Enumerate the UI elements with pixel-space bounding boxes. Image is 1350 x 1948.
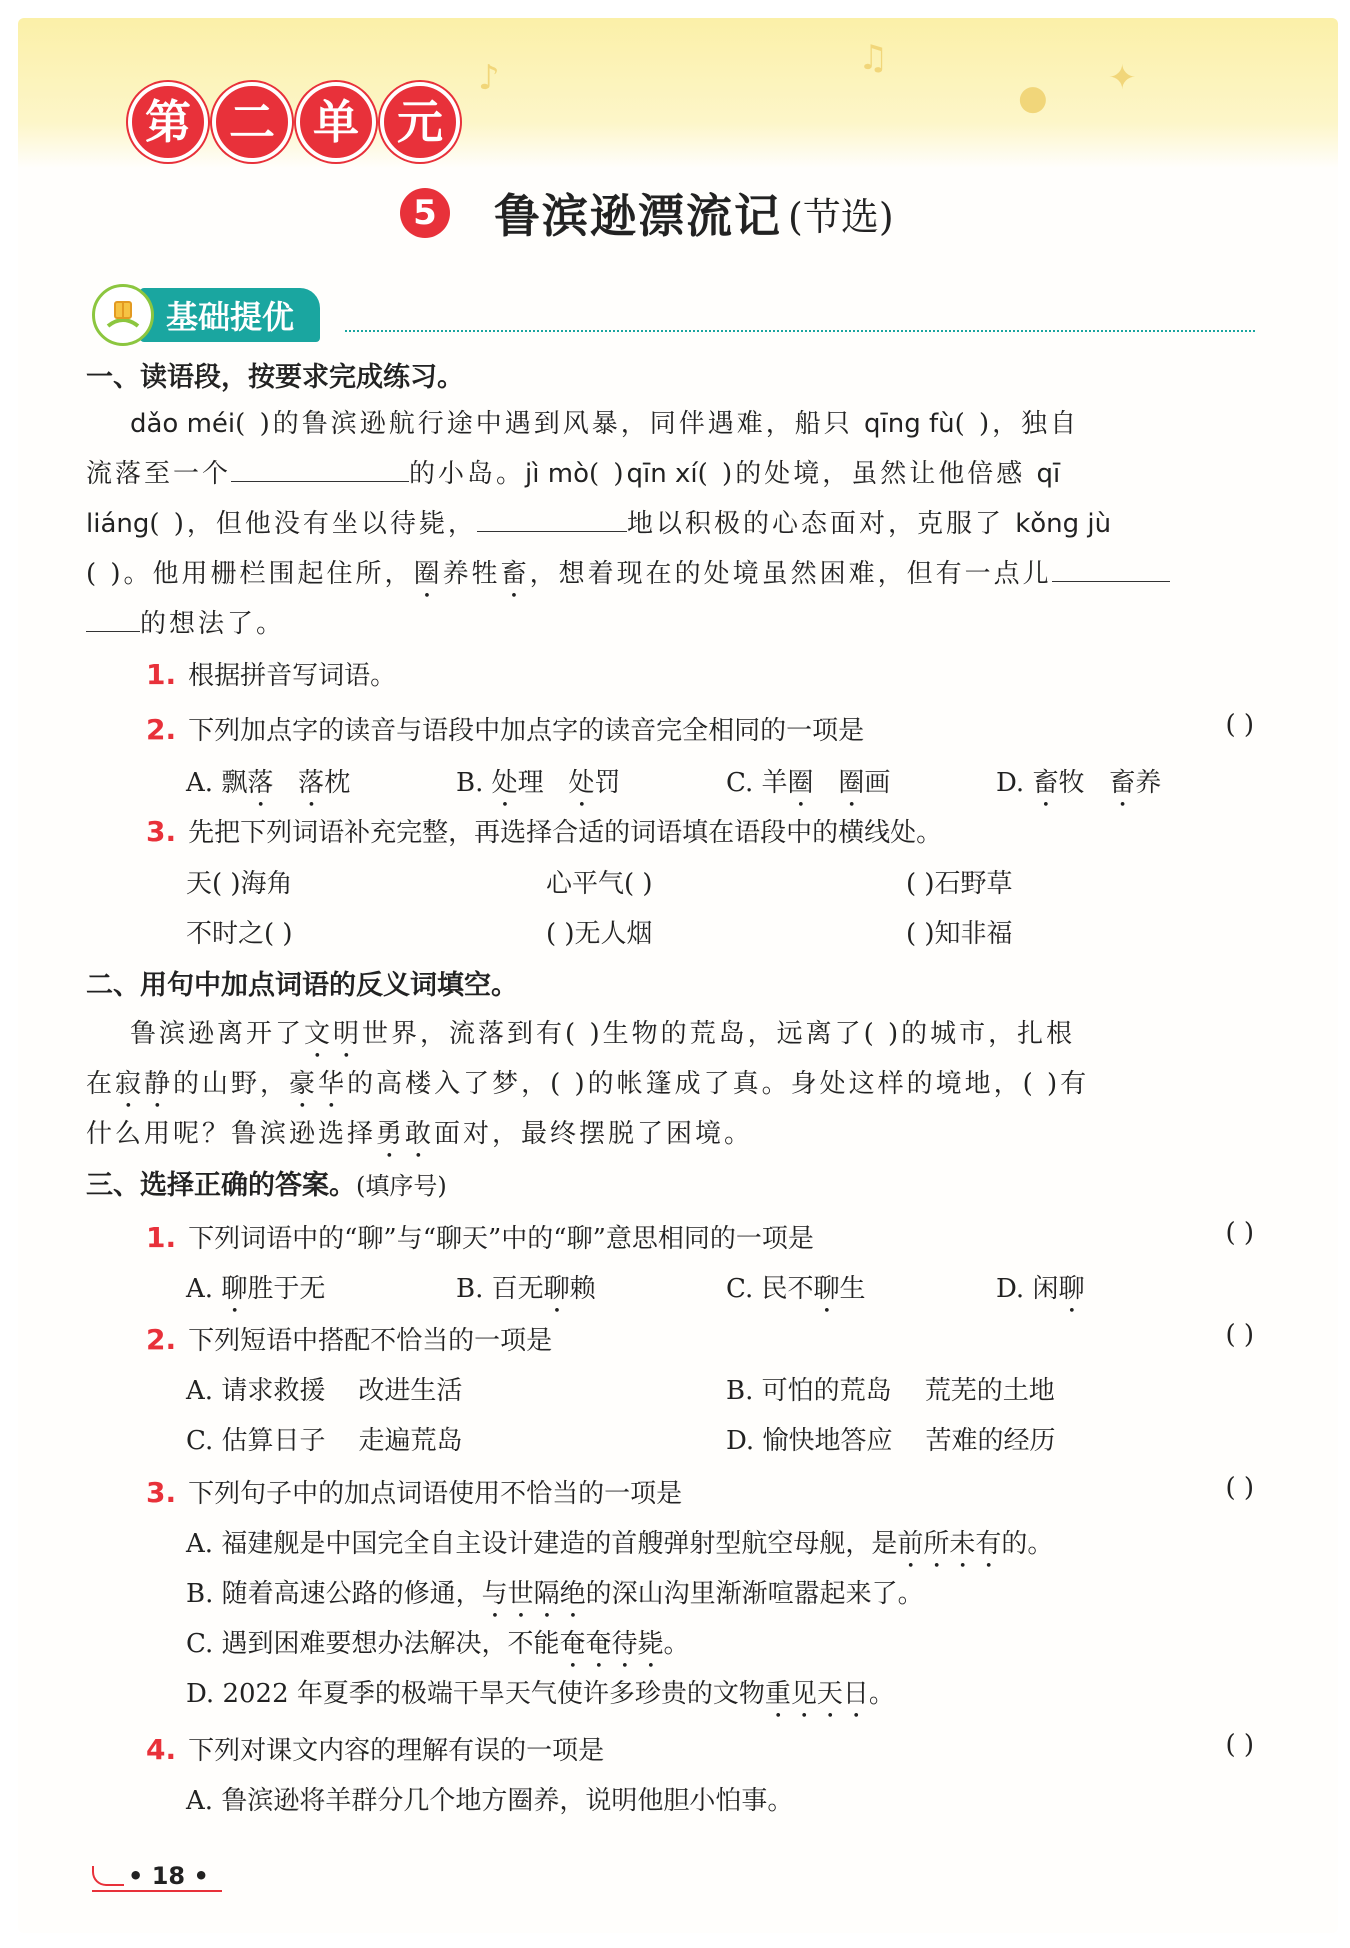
option-text: 随着高速公路的修通， [221,1579,482,1609]
passage-line-5 [86,603,285,640]
idiom-item[interactable]: ( )知非福 [906,919,1013,949]
dotted-word: 豪华 [289,1069,348,1099]
option-char: 飘 [221,768,248,798]
option-a[interactable] [186,1268,325,1319]
idiom-item[interactable]: 天( )海角 [186,869,293,899]
footer-underline [92,1890,222,1892]
passage-text: 面对，最终摆脱了困境。 [434,1119,754,1149]
idiom-item[interactable]: ( )石野草 [906,869,1013,899]
lesson-number-badge: 5 [400,188,450,238]
dotted-word: 与世隔绝 [481,1579,586,1609]
option-letter: B. [456,1274,484,1304]
option-letter: B. [726,1376,754,1406]
dotted-char: 聊 [221,1274,248,1304]
dotted-char: 圈 [787,768,814,798]
dotted-char: 畜 [500,559,530,589]
option-char: 养 [1135,768,1162,798]
option-letter: B. [456,768,484,798]
option-a[interactable] [186,762,350,813]
option-d[interactable] [186,1673,895,1724]
passage-text: ( )的处境，虽然让他倍感 [697,459,1037,489]
section-tag [92,284,320,346]
dotted-word: 勇敢 [376,1119,435,1149]
question-3 [146,812,942,849]
part2-heading: 二、用句中加点词语的反义词填空。 [86,970,518,1001]
part2-line-3 [86,1113,753,1164]
question-text: 下列对课文内容的理解有误的一项是 [188,1736,605,1766]
pinyin: dǎo méi [130,409,236,439]
passage-line-3 [86,503,1111,540]
passage-text: 什么用呢？鲁滨逊选择 [86,1119,377,1149]
dotted-word: 文明 [304,1019,363,1049]
option-text: 胜于无 [247,1274,326,1304]
option-char: 画 [864,768,891,798]
passage-text: 的想法了。 [140,609,286,639]
option-a[interactable] [186,1523,1053,1574]
pinyin: qī [1036,459,1061,489]
part3-question-1 [146,1218,1254,1255]
unit-char: 元 [380,82,460,162]
option-letter: A. [186,768,214,798]
part3-question-4 [146,1730,1254,1767]
option-text: 。 [868,1679,895,1709]
option-text: 的。 [1001,1529,1054,1559]
option-b[interactable] [726,1370,1055,1407]
dotted-char: 落 [247,768,274,798]
option-letter: D. [726,1426,755,1456]
option-letter: A. [186,1529,214,1559]
answer-bracket[interactable]: ( ) [1225,1218,1254,1248]
passage-line-2 [86,453,1060,490]
option-text: 2022 年夏季的极端干旱天气使许多珍贵的文物 [222,1679,765,1709]
fill-blank[interactable] [86,609,140,632]
dotted-char: 畜 [1109,768,1136,798]
question-number: 3. [146,815,177,848]
passage-text: 在 [86,1069,116,1099]
option-d[interactable] [726,1420,1056,1457]
passage-line-4 [86,553,1170,604]
dot-decoration: ● [1018,78,1048,118]
dotted-char: 处 [491,768,518,798]
unit-char: 单 [296,82,376,162]
passage-line-1 [130,403,1079,440]
part3-heading-row [86,1163,447,1202]
footer-curve-decoration [92,1866,124,1886]
lesson-title: 鲁滨逊漂流记 [494,189,782,243]
option-letter: A. [186,1786,214,1816]
section-divider [345,330,1255,332]
star-decoration: ✦ [1108,58,1137,98]
option-text: 赖 [569,1274,596,1304]
answer-bracket[interactable]: ( ) [1225,1730,1254,1760]
question-text: 根据拼音写词语。 [188,661,397,691]
question-number: 3. [146,1476,177,1509]
question-text: 先把下列词语补充完整，再选择合适的词语填在语段中的横线处。 [188,818,943,848]
option-text: 民不 [761,1274,814,1304]
option-char: 罚 [594,768,621,798]
pinyin: liáng [86,509,150,539]
pinyin: qīng fù [863,409,955,439]
option-b[interactable] [456,1268,596,1319]
option-d[interactable] [996,1268,1084,1319]
question-number: 2. [146,713,177,746]
option-letter: C. [726,1274,754,1304]
section-tag-label: 基础提优 [140,288,320,342]
passage-text: ，想着现在的处境虽然困难，但有一点儿 [529,559,1052,589]
dotted-word: 重见天日 [764,1679,869,1709]
fill-blank[interactable] [1052,559,1170,582]
option-c[interactable] [186,1623,690,1674]
part3-question-2 [146,1320,1254,1357]
option-char: 牧 [1058,768,1085,798]
option-char: 羊 [761,768,788,798]
passage-text: 的山野， [173,1069,290,1099]
part3-question-3 [146,1473,1254,1510]
option-c[interactable] [726,762,890,813]
dotted-char: 畜 [1032,768,1059,798]
fill-blank[interactable] [477,509,627,532]
passage-text: ( ) [588,459,627,489]
option-letter: C. [186,1426,214,1456]
passage-text: 世界，流落到有( )生物的荒岛，远离了( )的城市，扎根 [362,1019,1076,1049]
passage-text: 流落至一个 [86,459,232,489]
unit-title [128,82,460,162]
option-b[interactable] [456,762,621,813]
part1-heading: 一、读语段，按要求完成练习。 [86,362,464,393]
passage-text: ( )的鲁滨逊航行途中遇到风暴，同伴遇难，船只 [235,409,864,439]
passage-text: 的小岛。 [409,459,526,489]
fill-blank[interactable] [231,459,409,482]
passage-text: ( )。他用栅栏围起住所， [86,559,414,589]
option-c[interactable] [186,1420,463,1457]
idiom-item[interactable]: 心平气( ) [546,869,653,899]
question-number: 4. [146,1733,177,1766]
passage-text: 养牲 [442,559,501,589]
question-number: 2. [146,1323,177,1356]
option-d[interactable] [996,762,1161,813]
part2-line-1 [130,1013,1075,1064]
option-text: 福建舰是中国完全自主设计建造的首艘弹射型航空母舰，是 [221,1529,898,1559]
option-text: 闲 [1032,1274,1059,1304]
passage-text: 地以积极的心态面对，克服了 [626,509,1016,539]
dotted-char: 聊 [543,1274,570,1304]
option-text: 的深山沟里渐渐喧嚣起来了。 [585,1579,924,1609]
option-text: 。 [663,1629,690,1659]
lesson-header [400,180,894,246]
page-number: • 18 • [128,1862,209,1890]
unit-char: 第 [128,82,208,162]
dotted-char: 处 [568,768,595,798]
question-1 [146,655,396,692]
option-letter: D. [996,768,1025,798]
question-text: 下列词语中的“聊”与“聊天”中的“聊”意思相同的一项是 [188,1224,814,1254]
dotted-char: 聊 [813,1274,840,1304]
part3-heading-note: (填序号) [356,1172,447,1200]
option-letter: A. [186,1376,214,1406]
option-letter: A. [186,1274,214,1304]
passage-text: 的高楼入了梦，( )的帐篷成了真。身处这样的境地，( )有 [347,1069,1090,1099]
answer-bracket[interactable]: ( ) [1225,1320,1254,1350]
option-letter: C. [186,1629,214,1659]
idiom-item[interactable]: 不时之( ) [186,919,293,949]
question-2 [146,710,1254,747]
question-number: 1. [146,658,177,691]
dotted-char: 落 [298,768,325,798]
pinyin: qīn xí [626,459,698,489]
pinyin: kǒng jù [1015,509,1112,539]
option-text: 生 [839,1274,866,1304]
dotted-word: 前所未有 [897,1529,1002,1559]
option-text: 鲁滨逊将羊群分几个地方圈养，说明他胆小怕事。 [221,1786,794,1816]
option-text: 愉快地答应 苦难的经历 [762,1426,1056,1456]
question-text: 下列短语中搭配不恰当的一项是 [188,1326,553,1356]
option-text: 百无 [491,1274,544,1304]
answer-bracket[interactable]: ( ) [1225,1473,1254,1503]
passage-text: ( )，独自 [954,409,1080,439]
dotted-word: 奄奄待毙 [559,1629,664,1659]
option-char: 理 [517,768,544,798]
option-a[interactable] [186,1780,793,1817]
option-char: 枕 [324,768,351,798]
option-b[interactable] [186,1573,924,1624]
dotted-char: 圈 [413,559,443,589]
book-leaf-icon [92,284,154,346]
part3-heading: 三、选择正确的答案。 [86,1170,356,1201]
option-text: 遇到困难要想办法解决，不能 [221,1629,560,1659]
option-a[interactable] [186,1370,462,1407]
pinyin: jì mò [525,459,589,489]
option-letter: D. [996,1274,1025,1304]
question-text: 下列加点字的读音与语段中加点字的读音完全相同的一项是 [188,716,865,746]
answer-bracket[interactable]: ( ) [1225,710,1254,740]
lesson-subtitle: (节选) [788,194,894,239]
idiom-item[interactable]: ( )无人烟 [546,919,653,949]
unit-char: 二 [212,82,292,162]
music-note-decoration: ♪ [478,58,500,98]
option-letter: C. [726,768,754,798]
option-text: 可怕的荒岛 荒芜的土地 [761,1376,1055,1406]
passage-text: 鲁滨逊离开了 [130,1019,305,1049]
part2-line-2 [86,1063,1089,1114]
dotted-word: 寂静 [115,1069,174,1099]
question-number: 1. [146,1221,177,1254]
note-decoration: ♫ [858,38,889,78]
dotted-char: 圈 [838,768,865,798]
dotted-char: 聊 [1058,1274,1085,1304]
passage-text: ( )，但他没有坐以待毙， [149,509,477,539]
page-footer [92,1862,209,1890]
question-text: 下列句子中的加点词语使用不恰当的一项是 [188,1479,683,1509]
option-c[interactable] [726,1268,866,1319]
option-text: 估算日子 走遍荒岛 [221,1426,463,1456]
option-letter: B. [186,1579,214,1609]
option-letter: D. [186,1679,215,1709]
option-text: 请求救援 改进生活 [221,1376,463,1406]
